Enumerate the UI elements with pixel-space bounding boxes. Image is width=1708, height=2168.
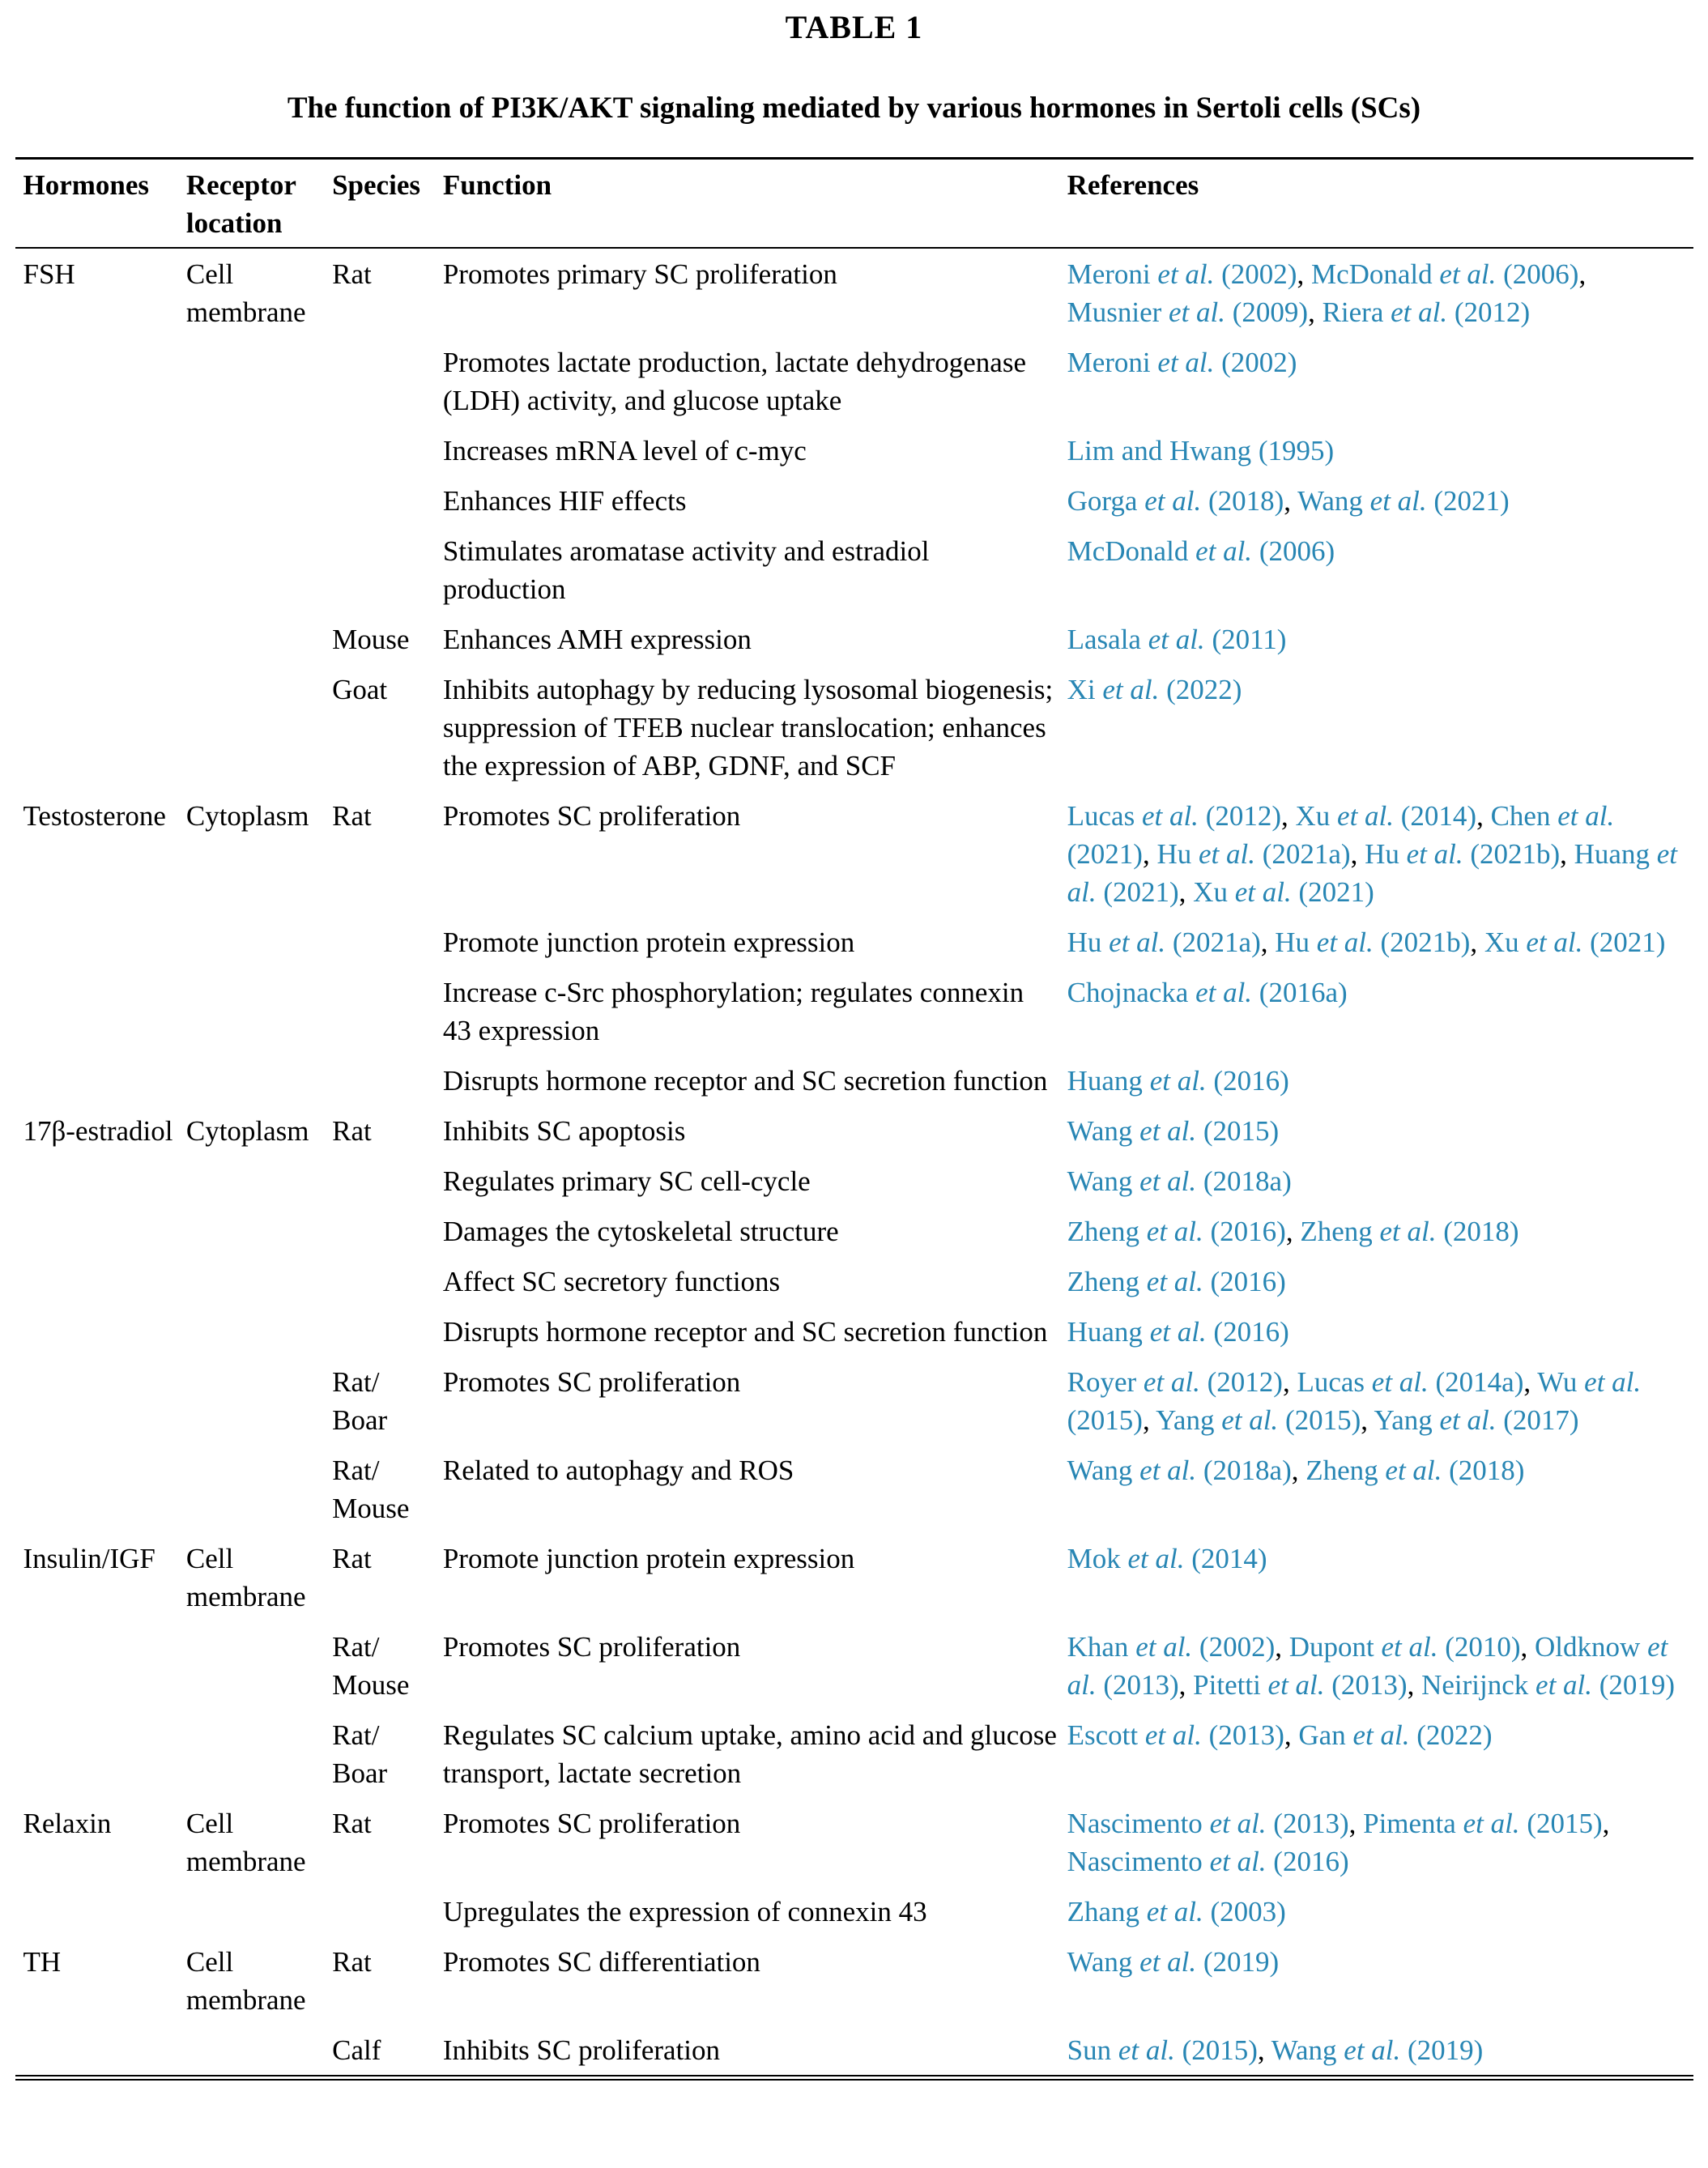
col-header-function: Function: [443, 159, 1067, 249]
references-cell: [1067, 1533, 1693, 1621]
hormone-cell: Testosterone: [23, 800, 166, 832]
hormone-cell: Relaxin: [23, 1808, 112, 1839]
et-al-text: et al.: [1526, 926, 1583, 958]
citation-link[interactable]: Lucas et al. (2012): [1067, 800, 1281, 832]
citation-link[interactable]: Royer et al. (2012): [1067, 1366, 1283, 1398]
table-row: [15, 917, 1693, 967]
species-cell: Rat: [332, 800, 372, 832]
table-row: [15, 1936, 1693, 2025]
hormone-function-table: [15, 157, 1693, 2081]
citation-link[interactable]: McDonald et al. (2006): [1310, 258, 1579, 290]
function-cell: Promotes primary SC proliferation: [442, 258, 837, 290]
citation-link[interactable]: Mok et al. (2014): [1067, 1543, 1267, 1574]
species-cell: [332, 917, 443, 967]
citation-link[interactable]: Xu et al. (2021): [1193, 876, 1374, 908]
references-cell: [1067, 614, 1693, 664]
citation-link[interactable]: Khan et al. (2002): [1067, 1631, 1276, 1663]
function-cell: Inhibits autophagy by reducing lysosomal biogenesis; suppression of TFEB nuclear translocation; enhances the expression of ABP, GDNF, and SCF: [442, 674, 1054, 782]
et-al-text: et al.: [1337, 800, 1395, 832]
species-cell: Rat: [332, 1115, 372, 1147]
function-cell: Promote junction protein expression: [442, 1543, 855, 1574]
citation-link[interactable]: Wang et al. (2018a): [1067, 1165, 1292, 1197]
hormone-cell: [15, 526, 186, 614]
et-al-text: et al.: [1234, 876, 1292, 908]
table-row: [15, 1105, 1693, 1156]
et-al-text: et al.: [1143, 1366, 1200, 1398]
receptor-location-cell: [186, 917, 332, 967]
et-al-text: et al.: [1316, 926, 1374, 958]
table-row: [15, 2025, 1693, 2078]
table-row: [15, 1621, 1693, 1710]
receptor-location-cell: Cell membrane: [185, 1543, 306, 1612]
function-cell: Promotes SC proliferation: [442, 1808, 741, 1839]
receptor-location-cell: Cell membrane: [185, 1946, 306, 2016]
citation-link[interactable]: Neirijnck et al. (2019): [1421, 1669, 1676, 1701]
table-row: [15, 1256, 1693, 1306]
hormone-cell: [15, 1156, 186, 1206]
references-cell: [1067, 1055, 1693, 1105]
references-cell: [1067, 1306, 1693, 1357]
species-cell: Rat: [332, 1946, 372, 1978]
species-cell: Rat: [332, 1543, 372, 1574]
hormone-cell: [15, 1445, 186, 1533]
receptor-location-cell: [186, 1256, 332, 1306]
citation-link[interactable]: Lucas et al. (2014a): [1297, 1366, 1524, 1398]
receptor-location-cell: [186, 425, 332, 475]
species-cell: [332, 475, 443, 526]
et-al-text: et al.: [1141, 800, 1199, 832]
table-row: [15, 664, 1693, 790]
species-cell: Rat/​Boar: [332, 1366, 388, 1436]
et-al-text: et al.: [1391, 296, 1448, 328]
citation-link[interactable]: Hu et al. (2021b): [1365, 838, 1561, 870]
species-cell: Rat: [332, 258, 372, 290]
species-cell: [332, 1206, 443, 1256]
function-cell: Affect SC secretory functions: [442, 1266, 781, 1297]
table-row: [15, 475, 1693, 526]
et-al-text: et al.: [1149, 1065, 1207, 1097]
hormone-cell: 17β-estradiol: [23, 1115, 173, 1147]
receptor-location-cell: [186, 967, 332, 1055]
receptor-location-cell: [186, 1445, 332, 1533]
et-al-text: et al.: [1067, 1631, 1668, 1701]
references-cell: Khan et al. (2002), Dupont et al. (2010), Oldknow et al. (2013), Pitetti et al. (2013), Neirijnck et al. (2019): [1067, 1631, 1676, 1701]
table-row: [15, 1445, 1693, 1533]
species-cell: Rat/​Boar: [332, 1719, 388, 1789]
hormone-cell: [15, 1256, 186, 1306]
citation-link[interactable]: Pimenta et al. (2015): [1363, 1808, 1603, 1839]
references-cell: Sun et al. (2015), Wang et al. (2019): [1067, 2034, 1484, 2066]
hormone-cell: [15, 337, 186, 425]
function-cell: Enhances HIF effects: [442, 485, 687, 517]
citation-link[interactable]: Hu et al. (2021b): [1275, 926, 1471, 958]
et-al-text: et al.: [1195, 977, 1253, 1008]
col-header-hormones: Hormones: [15, 159, 186, 249]
citation-link[interactable]: Huang et al. (2021): [1067, 838, 1677, 908]
references-cell: Nascimento et al. (2013), Pimenta et al. (2015), Nascimento et al. (2016): [1067, 1808, 1610, 1877]
hormone-cell: [15, 664, 186, 790]
species-cell: [332, 967, 443, 1055]
et-al-text: et al.: [1139, 1946, 1197, 1978]
citation-link[interactable]: Sun et al. (2015): [1067, 2034, 1258, 2066]
citation-link[interactable]: Dupont et al. (2010): [1288, 1631, 1521, 1663]
et-al-text: et al.: [1139, 1115, 1197, 1147]
receptor-location-cell: Cell membrane: [185, 258, 306, 328]
function-cell: Regulates primary SC cell-cycle: [442, 1165, 811, 1197]
citation-link[interactable]: Lasala et al. (2011): [1067, 624, 1287, 655]
hormone-cell: [15, 1710, 186, 1798]
table-row: [15, 1206, 1693, 1256]
citation-link[interactable]: Lim and Hwang (1995): [1067, 435, 1335, 466]
references-cell: Wang et al. (2018a), Zheng et al. (2018): [1067, 1455, 1525, 1486]
hormone-cell: [15, 917, 186, 967]
function-cell: Stimulates aromatase activity and estradiol production: [442, 535, 930, 605]
references-cell: [1067, 1936, 1693, 2025]
receptor-location-cell: [186, 1306, 332, 1357]
receptor-location-cell: [186, 664, 332, 790]
table-row: [15, 1710, 1693, 1798]
col-header-receptor-location: Receptor location: [186, 159, 332, 249]
hormone-cell: [15, 614, 186, 664]
function-cell: Increase c-Src phosphorylation; regulates connexin 43 expression: [442, 977, 1024, 1046]
species-cell: Calf: [332, 2034, 381, 2066]
function-cell: Increases mRNA level of c-myc: [442, 435, 807, 466]
references-cell: Hu et al. (2021a), Hu et al. (2021b), Xu et al. (2021): [1067, 926, 1666, 958]
et-al-text: et al.: [1139, 1455, 1197, 1486]
citation-link[interactable]: McDonald et al. (2006): [1067, 535, 1335, 567]
references-cell: [1067, 1886, 1693, 1936]
receptor-location-cell: Cytoplasm: [185, 1115, 309, 1147]
et-al-text: et al.: [1148, 624, 1205, 655]
table-row: [15, 1357, 1693, 1445]
hormone-cell: Insulin/IGF: [23, 1543, 155, 1574]
receptor-location-cell: Cytoplasm: [185, 800, 309, 832]
citation-link[interactable]: Chen et al. (2021): [1067, 800, 1615, 870]
citation-link[interactable]: Zheng et al. (2018): [1300, 1216, 1519, 1247]
et-al-text: et al.: [1535, 1669, 1593, 1701]
et-al-text: et al.: [1385, 1455, 1442, 1486]
et-al-text: et al.: [1144, 485, 1202, 517]
et-al-text: et al.: [1195, 535, 1253, 567]
et-al-text: et al.: [1344, 2034, 1401, 2066]
citation-link[interactable]: Wang et al. (2018a): [1067, 1455, 1292, 1486]
citation-link[interactable]: Gan et al. (2022): [1298, 1719, 1493, 1751]
references-cell: Lucas et al. (2012), Xu et al. (2014), Chen et al. (2021), Hu et al. (2021a), Hu et al. (2021b), Huang et al. (2021), Xu et al. (2021): [1067, 800, 1677, 908]
citation-link[interactable]: Zheng et al. (2016): [1067, 1216, 1286, 1247]
table-title: TABLE 1: [785, 9, 923, 45]
references-cell: [1067, 337, 1693, 425]
et-al-text: et al.: [1557, 800, 1615, 832]
table-row: [15, 1156, 1693, 1206]
table-caption: The function of PI3K/AKT signaling mediated by various hormones in Sertoli cells (SCs): [287, 92, 1421, 125]
table-row: [15, 967, 1693, 1055]
hormone-cell: [15, 425, 186, 475]
receptor-location-cell: [186, 1055, 332, 1105]
species-cell: Rat/​Mouse: [332, 1455, 410, 1524]
citation-link[interactable]: Zheng et al. (2018): [1305, 1455, 1525, 1486]
citation-link[interactable]: Chojnacka et al. (2016a): [1067, 977, 1348, 1008]
table-row: [15, 614, 1693, 664]
species-cell: [332, 1256, 443, 1306]
table-body: [15, 248, 1693, 2078]
species-cell: Goat: [332, 674, 388, 705]
receptor-location-cell: [186, 475, 332, 526]
citation-link[interactable]: Huang et al. (2016): [1067, 1316, 1289, 1348]
hormone-cell: [15, 475, 186, 526]
function-cell: Regulates SC calcium uptake, amino acid and glucose transport, lactate secretion: [442, 1719, 1057, 1789]
references-cell: [1067, 1156, 1693, 1206]
et-al-text: et al.: [1406, 838, 1463, 870]
hormone-cell: [15, 1621, 186, 1710]
function-cell: Disrupts hormone receptor and SC secretion function: [442, 1316, 1048, 1348]
et-al-text: et al.: [1146, 1896, 1203, 1927]
et-al-text: et al.: [1146, 1266, 1203, 1297]
et-al-text: et al.: [1209, 1808, 1267, 1839]
species-cell: [332, 1156, 443, 1206]
function-cell: Inhibits SC proliferation: [442, 2034, 721, 2066]
function-cell: Promotes SC proliferation: [442, 800, 741, 832]
hormone-cell: [15, 967, 186, 1055]
function-cell: Promote junction protein expression: [442, 926, 855, 958]
references-cell: [1067, 967, 1693, 1055]
citation-link[interactable]: Meroni et al. (2002): [1067, 347, 1297, 378]
et-al-text: et al.: [1146, 1216, 1203, 1247]
table-row: [15, 1306, 1693, 1357]
references-cell: Gorga et al. (2018), Wang et al. (2021): [1067, 485, 1510, 517]
table-row: [15, 790, 1693, 917]
citation-link[interactable]: Wang et al. (2015): [1067, 1115, 1280, 1147]
et-al-text: et al.: [1157, 258, 1215, 290]
hormone-cell: TH: [23, 1946, 62, 1978]
citation-link[interactable]: Xu et al. (2014): [1295, 800, 1477, 832]
function-cell: Promotes SC proliferation: [442, 1631, 741, 1663]
col-header-references: References: [1067, 159, 1693, 249]
receptor-location-cell: [186, 1621, 332, 1710]
table-row: [15, 1886, 1693, 1936]
citation-link[interactable]: Yang et al. (2015): [1156, 1404, 1361, 1436]
citation-link[interactable]: Huang et al. (2016): [1067, 1065, 1289, 1097]
citation-link[interactable]: Escott et al. (2013): [1067, 1719, 1284, 1751]
receptor-location-cell: [186, 1206, 332, 1256]
function-cell: Inhibits SC apoptosis: [442, 1115, 686, 1147]
citation-link[interactable]: Wang et al. (2021): [1297, 485, 1510, 517]
table-row: [15, 337, 1693, 425]
citation-link[interactable]: Zheng et al. (2016): [1067, 1266, 1286, 1297]
et-al-text: et al.: [1109, 926, 1166, 958]
function-cell: Damages the cytoskeletal structure: [442, 1216, 839, 1247]
species-cell: Rat/​Mouse: [332, 1631, 410, 1701]
et-al-text: et al.: [1439, 1404, 1497, 1436]
species-cell: [332, 337, 443, 425]
function-cell: Related to autophagy and ROS: [442, 1455, 794, 1486]
et-al-text: et al.: [1352, 1719, 1410, 1751]
species-cell: [332, 526, 443, 614]
citation-link[interactable]: Nascimento et al. (2016): [1067, 1846, 1349, 1877]
species-cell: [332, 1055, 443, 1105]
receptor-location-cell: [186, 1156, 332, 1206]
citation-link[interactable]: Yang et al. (2017): [1374, 1404, 1579, 1436]
header-row: [15, 159, 1693, 249]
references-cell: [1067, 1256, 1693, 1306]
citation-link[interactable]: Hu et al. (2021a): [1156, 838, 1351, 870]
receptor-location-cell: [186, 1886, 332, 1936]
citation-link[interactable]: Wang et al. (2019): [1271, 2034, 1484, 2066]
references-cell: [1067, 425, 1693, 475]
table-row: [15, 1055, 1693, 1105]
et-al-text: et al.: [1463, 1808, 1520, 1839]
et-al-text: et al.: [1381, 1631, 1438, 1663]
hormone-cell: [15, 1206, 186, 1256]
et-al-text: et al.: [1584, 1366, 1642, 1398]
table-row: [15, 425, 1693, 475]
et-al-text: et al.: [1118, 2034, 1175, 2066]
function-cell: Promotes SC proliferation: [442, 1366, 741, 1398]
references-cell: Royer et al. (2012), Lucas et al. (2014a), Wu et al. (2015), Yang et al. (2015), Yang et al. (2017): [1067, 1366, 1642, 1436]
table-row: [15, 248, 1693, 337]
table-row: [15, 1533, 1693, 1621]
et-al-text: et al.: [1369, 485, 1427, 517]
species-cell: Mouse: [332, 624, 410, 655]
et-al-text: et al.: [1127, 1543, 1185, 1574]
citation-link[interactable]: Oldknow et al. (2013): [1067, 1631, 1668, 1701]
et-al-text: et al.: [1144, 1719, 1202, 1751]
receptor-location-cell: Cell membrane: [185, 1808, 306, 1877]
species-cell: Rat: [332, 1808, 372, 1839]
et-al-text: et al.: [1221, 1404, 1279, 1436]
receptor-location-cell: [186, 337, 332, 425]
citation-link[interactable]: Pitetti et al. (2013): [1193, 1669, 1408, 1701]
et-al-text: et al.: [1371, 1366, 1429, 1398]
references-cell: [1067, 526, 1693, 614]
citation-link[interactable]: Xi et al. (2022): [1067, 674, 1242, 705]
et-al-text: et al.: [1139, 1165, 1197, 1197]
hormone-cell: FSH: [23, 258, 75, 290]
species-cell: [332, 1306, 443, 1357]
citation-link[interactable]: Zhang et al. (2003): [1067, 1896, 1286, 1927]
et-al-text: et al.: [1439, 258, 1497, 290]
table-row: [15, 1798, 1693, 1886]
function-cell: Enhances AMH expression: [442, 624, 752, 655]
references-cell: Meroni et al. (2002), McDonald et al. (2006), Musnier et al. (2009), Riera et al. (2012): [1067, 258, 1587, 328]
citation-link[interactable]: Gorga et al. (2018): [1067, 485, 1284, 517]
receptor-location-cell: [186, 526, 332, 614]
citation-link[interactable]: Xu et al. (2021): [1484, 926, 1666, 958]
receptor-location-cell: [186, 1357, 332, 1445]
receptor-location-cell: [186, 2025, 332, 2078]
citation-link[interactable]: Hu et al. (2021a): [1067, 926, 1261, 958]
citation-link[interactable]: Nascimento et al. (2013): [1067, 1808, 1349, 1839]
hormone-cell: [15, 1306, 186, 1357]
species-cell: [332, 425, 443, 475]
et-al-text: et al.: [1379, 1216, 1437, 1247]
table-row: [15, 526, 1693, 614]
et-al-text: et al.: [1267, 1669, 1325, 1701]
species-cell: [332, 1886, 443, 1936]
et-al-text: et al.: [1102, 674, 1160, 705]
citation-link[interactable]: Meroni et al. (2002): [1067, 258, 1297, 290]
references-cell: Zheng et al. (2016), Zheng et al. (2018): [1067, 1216, 1519, 1247]
et-al-text: et al.: [1135, 1631, 1193, 1663]
citation-link[interactable]: Wu et al. (2015): [1067, 1366, 1642, 1436]
function-cell: Promotes SC differentiation: [442, 1946, 760, 1978]
hormone-cell: [15, 1055, 186, 1105]
citation-link[interactable]: Wang et al. (2019): [1067, 1946, 1280, 1978]
et-al-text: et al.: [1157, 347, 1215, 378]
references-cell: [1067, 1105, 1693, 1156]
citation-link[interactable]: Musnier et al. (2009): [1067, 296, 1309, 328]
citation-link[interactable]: Riera et al. (2012): [1322, 296, 1531, 328]
references-cell: Escott et al. (2013), Gan et al. (2022): [1067, 1719, 1493, 1751]
receptor-location-cell: [186, 614, 332, 664]
et-al-text: et al.: [1209, 1846, 1267, 1877]
hormone-cell: [15, 2025, 186, 2078]
receptor-location-cell: [186, 1710, 332, 1798]
hormone-cell: [15, 1886, 186, 1936]
et-al-text: et al.: [1067, 838, 1677, 908]
col-header-species: Species: [332, 159, 443, 249]
hormone-cell: [15, 1357, 186, 1445]
function-cell: Upregulates the expression of connexin 43: [442, 1896, 927, 1927]
function-cell: Disrupts hormone receptor and SC secretion function: [442, 1065, 1048, 1097]
function-cell: Promotes lactate production, lactate dehydrogenase (LDH) activity, and glucose uptake: [442, 347, 1026, 416]
et-al-text: et al.: [1169, 296, 1226, 328]
et-al-text: et al.: [1198, 838, 1255, 870]
et-al-text: et al.: [1149, 1316, 1207, 1348]
references-cell: [1067, 664, 1693, 790]
